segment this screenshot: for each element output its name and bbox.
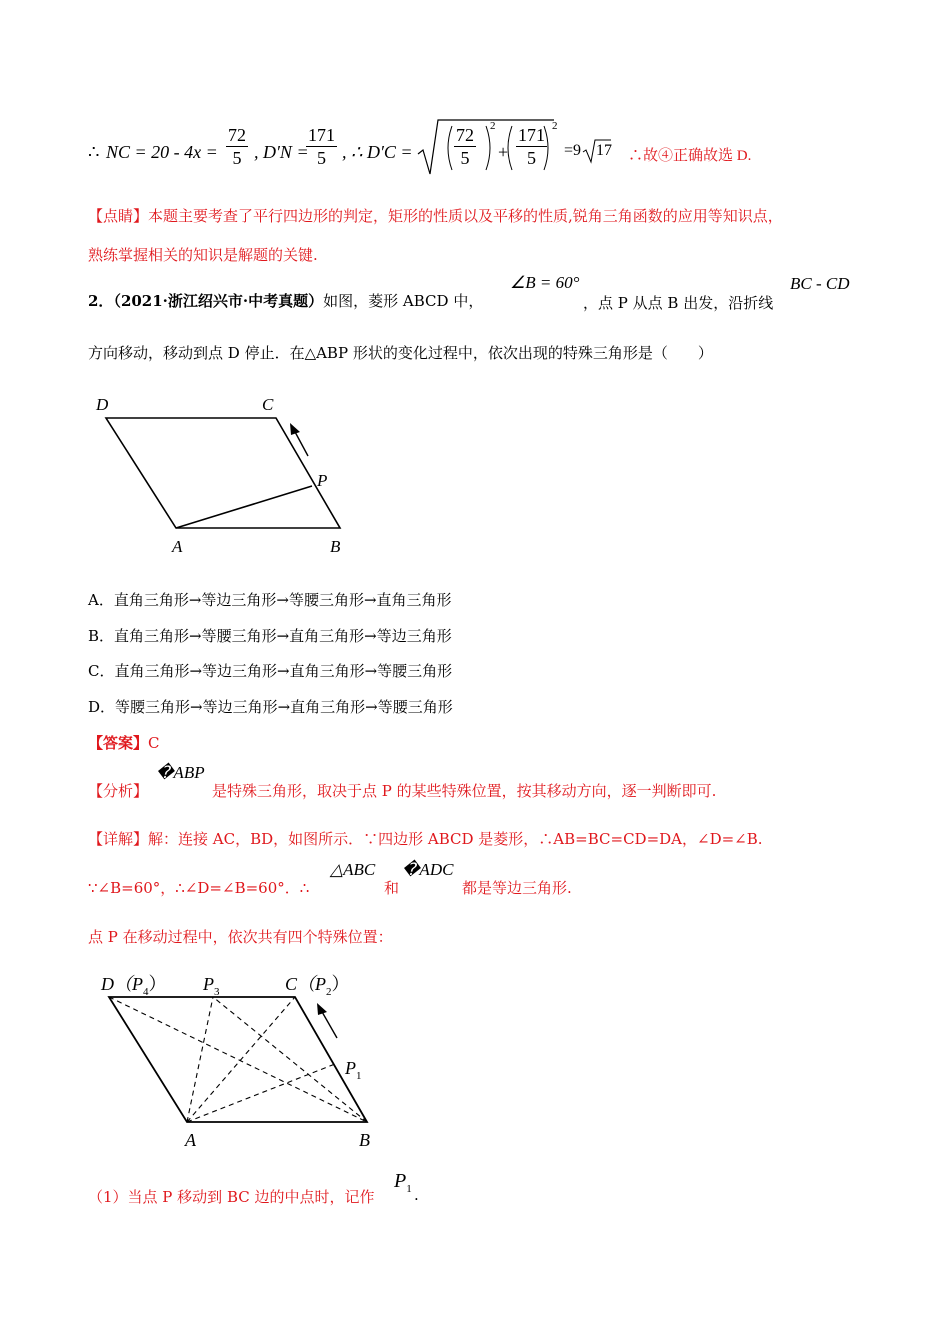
answer-label: 【答案】 [88, 734, 149, 752]
conclusion-text: ∴故④正确故选 D. [628, 148, 752, 164]
path-formula: BC - CD [790, 274, 850, 293]
nc-expression: NC = 20 - 4x = [106, 142, 218, 162]
fraction-171-5: $\frac{171}{5}$ [308, 125, 335, 168]
detail-line-3: 点 P 在移动过程中，依次共有四个特殊位置： [88, 928, 393, 946]
detail-line-2a: ∵∠B=60°，∴∠D=∠B=60°．∴ [88, 879, 310, 897]
analysis-label: 【分析】 [88, 782, 149, 800]
dc-label: , ∴ D′C = [342, 142, 413, 162]
angle-formula: ∠B = 60° [510, 273, 580, 292]
result-radicand: 17 [596, 142, 612, 159]
step-1-text: （1）当点 P 移动到 BC 边的中点时，记作 [88, 1188, 375, 1206]
dn-label: , D′N = [254, 142, 309, 162]
fig1-label-b: B [330, 537, 341, 556]
fig1-label-d: D [96, 395, 109, 414]
therefore-symbol: ∴ [88, 142, 100, 162]
step-1-period: . [414, 1186, 419, 1204]
rhombus-figure-1 [90, 392, 370, 562]
rhombus-figure-2 [95, 964, 395, 1154]
option-b: B．直角三角形→等腰三角形→直角三角形→等边三角形 [88, 627, 452, 645]
fig2-label-d: $D(P_4)$ [101, 974, 167, 998]
option-c: C．直角三角形→等边三角形→直角三角形→等腰三角形 [88, 662, 453, 680]
answer-line [88, 732, 160, 753]
question-text-b: ，点 P 从点 B 出发，沿折线 [583, 294, 774, 312]
detail-and: 和 [384, 879, 400, 897]
detail-line-2b: 都是等边三角形. [462, 879, 572, 897]
fig2-label-p3: $P_3$ [203, 974, 220, 998]
question-text-a: 如图，菱形 ABCD 中， [323, 292, 484, 310]
triangle-adc: �ADC [402, 860, 454, 879]
fig2-label-b: B [359, 1130, 370, 1150]
result-coefficient: =9 [564, 142, 582, 159]
sqrt-fraction-72-5: $\frac{72}{5}$ [456, 125, 474, 168]
fig1-label-c: C [262, 395, 274, 414]
question-source: （2021·浙江绍兴市·中考真题） [113, 292, 324, 310]
sqrt-fraction-171-5: $\frac{171}{5}$ [518, 125, 545, 168]
answer-value: C [148, 734, 160, 752]
fig2-label-c: $C(P_2)$ [285, 974, 350, 998]
analysis-symbol: �ABP [156, 763, 205, 782]
fig2-label-a: A [185, 1130, 196, 1150]
question-number: 2． [88, 292, 114, 310]
plus-sign: + [498, 142, 509, 162]
fig1-label-p: P [317, 471, 328, 490]
question-line-2: 方向移动，移动到点 D 停止．在△ABP 形状的变化过程中，依次出现的特殊三角形是（ ） [88, 344, 713, 362]
triangle-abc: △ABC [330, 860, 376, 879]
exponent-2: 2 [552, 120, 558, 132]
fig1-label-a: A [172, 537, 183, 556]
comment-line-1: 【点睛】本题主要考查了平行四边形的判定，矩形的性质以及平移的性质,锐角三角函数的应用等知识点， [88, 207, 783, 225]
comment-line-2: 熟练掌握相关的知识是解题的关键. [88, 246, 318, 264]
option-a: A．直角三角形→等边三角形→等腰三角形→直角三角形 [88, 591, 452, 609]
detail-line-1: 【详解】解：连接 AC，BD，如图所示．∵四边形 ABCD 是菱形，∴AB=BC=CD=DA，∠D=∠B. [88, 830, 763, 848]
exponent-1: 2 [490, 120, 496, 132]
analysis-text: 是特殊三角形，取决于点 P 的某些特殊位置，按其移动方向，逐一判断即可. [212, 782, 717, 800]
question-line-1 [88, 290, 483, 311]
fraction-72-5: $\frac{72}{5}$ [228, 125, 246, 168]
option-d: D．等腰三角形→等边三角形→直角三角形→等腰三角形 [88, 698, 453, 716]
fig2-label-p1: $P_1$ [345, 1058, 362, 1082]
step-1-symbol: $P_1$ [394, 1170, 412, 1195]
